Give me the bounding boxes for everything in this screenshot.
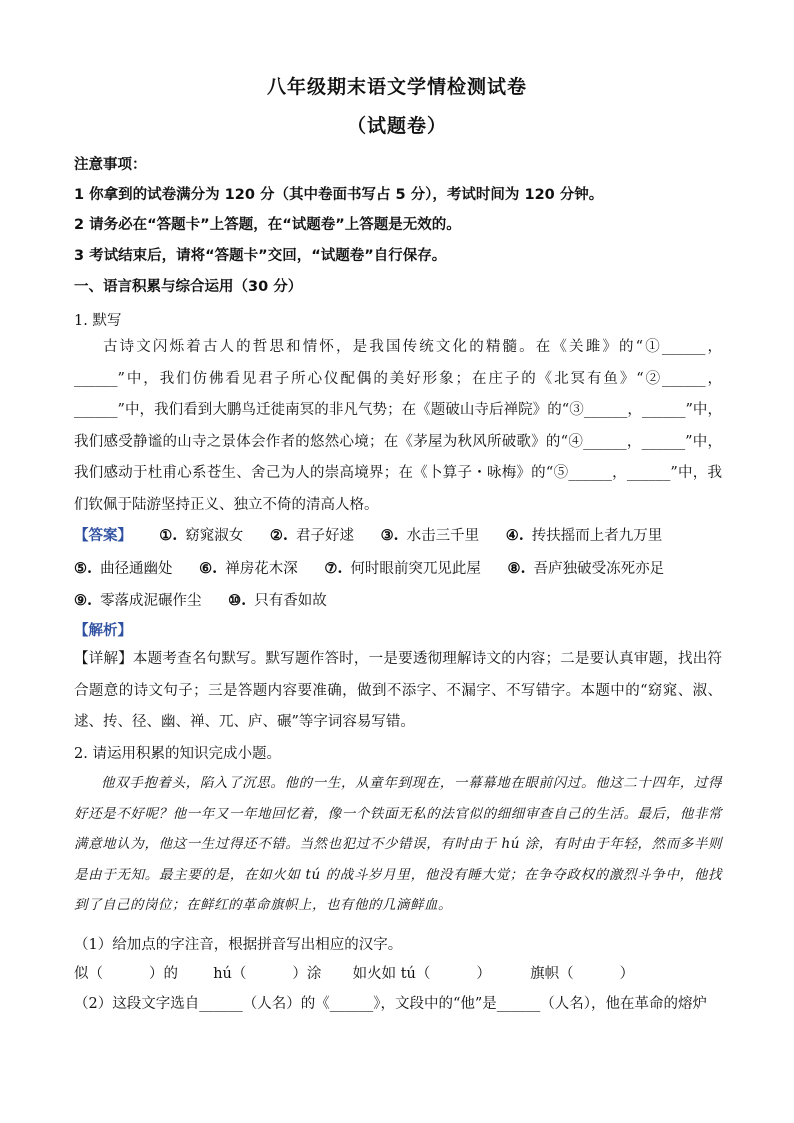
answer-item: ⑧. 吾庐独破受冻死亦足 [507,559,665,577]
pinyin-item: 如火如 tú（ ） [352,966,491,982]
pinyin-item: hú（ ）涂 [213,966,322,982]
analysis-detail: 【详解】本题考查名句默写。默写题作答时，一是要透彻理解诗文的内容；二是要认真审题，找出符合题意的诗文句子；三是答题内容要准确，做到不添字、不漏字、不写错字。本题中的“窈窕、淑、逑、抟、径、幽、禅、兀、庐、碾”等字词容易写错。 [74,651,722,730]
notes-item-1: 1 你拿到的试卷满分为 120 分（其中卷面书写占 5 分），考试时间为 120 分钟。 [74,187,604,203]
section-heading: 一、语言积累与综合运用（30 分） [74,279,303,295]
reading-passage: 他双手抱着头，陷入了沉思。他的一生，从童年到现在，一幕幕地在眼前闪过。他这二十四年，过得好还是不好呢？他一年又一年地回忆着，像一个铁面无私的法官似的细细审查自己的生活。最后，他非常满意地认为，他这一生过得还不错。当然也犯过不少错误，有时由于 hú 涂，有时由于年轻，然而多半则是由于无知。最主要的是，在如火如 tú 的战斗岁月里，他没有睡大觉；在争夺政权的激烈斗争中，他找到了自己的岗位；在鲜红的革命旗帜上，也有他的几滴鲜血。 [74,775,722,913]
answer-item: ⑩. 只有香如故 [228,592,327,609]
answer-item: ⑨. 零落成泥碾作尘 [74,592,202,609]
notes-item-3: 3 考试结束后，请将“答题卡”交回，“试题卷”自行保存。 [74,248,447,264]
pinyin-item: 似（ ）的 [74,966,178,982]
subquestion-1-items [74,962,634,983]
answer-item: ②. 君子好逑 [269,527,354,544]
answer-item: ⑤. 曲径通幽处 [74,559,173,577]
answer-item: ④. 抟扶摇而上者九万里 [505,527,663,544]
question-1-label: 1. 默写 [74,313,122,329]
notes-heading: 注意事项： [74,157,147,173]
notes-item-2: 2 请务必在“答题卡”上答题，在“试题卷”上答题是无效的。 [74,217,461,233]
page-subtitle: （试题卷） [346,115,447,137]
answer-item: ⑦. 何时眼前突兀见此屋 [324,559,481,577]
pinyin-item: 旗帜（ ） [530,966,635,982]
analysis-label: 【解析】 [74,623,132,639]
page-title: 八年级期末语文学情检测试卷 [266,76,527,98]
question-2-label: 2. 请运用积累的知识完成小题。 [74,746,281,762]
answer-label: 【答案】 [74,528,132,544]
answer-item: ⑥. 禅房花木深 [199,559,298,577]
subquestion-1: （1）给加点的字注音，根据拼音写出相应的汉字。 [74,937,403,953]
answer-item: ①. 窈窕淑女 [159,527,244,544]
question-1-stem: 古诗文闪烁着古人的哲思和情怀，是我国传统文化的精髓。在《关雎》的“①______，______”中，我们仿佛看见君子所心仪配偶的美好形象；在庄子的《北冥有鱼》“②______，______”中，我们看到大鹏鸟迁徙南冥的非凡气势；在《题破山寺后禅院》的“③______，______”中，我们感受静谧的山寺之景体会作者的悠然心境；在《茅屋为秋风所破歌》的“④______，______”中，我们感动于杜甫心系苍生、舍己为人的崇高境界；在《卜算子・咏梅》的“⑤______，______”中，我们钦佩于陆游坚持正义、独立不倚的清高人格。 [74,339,722,513]
answer-block [74,520,722,618]
subquestion-2: （2）这段文字选自______（人名）的《______》，文段中的“他”是______（人名），他在革命的熔炉 [74,996,708,1012]
answer-item: ③. 水击三千里 [380,527,480,544]
